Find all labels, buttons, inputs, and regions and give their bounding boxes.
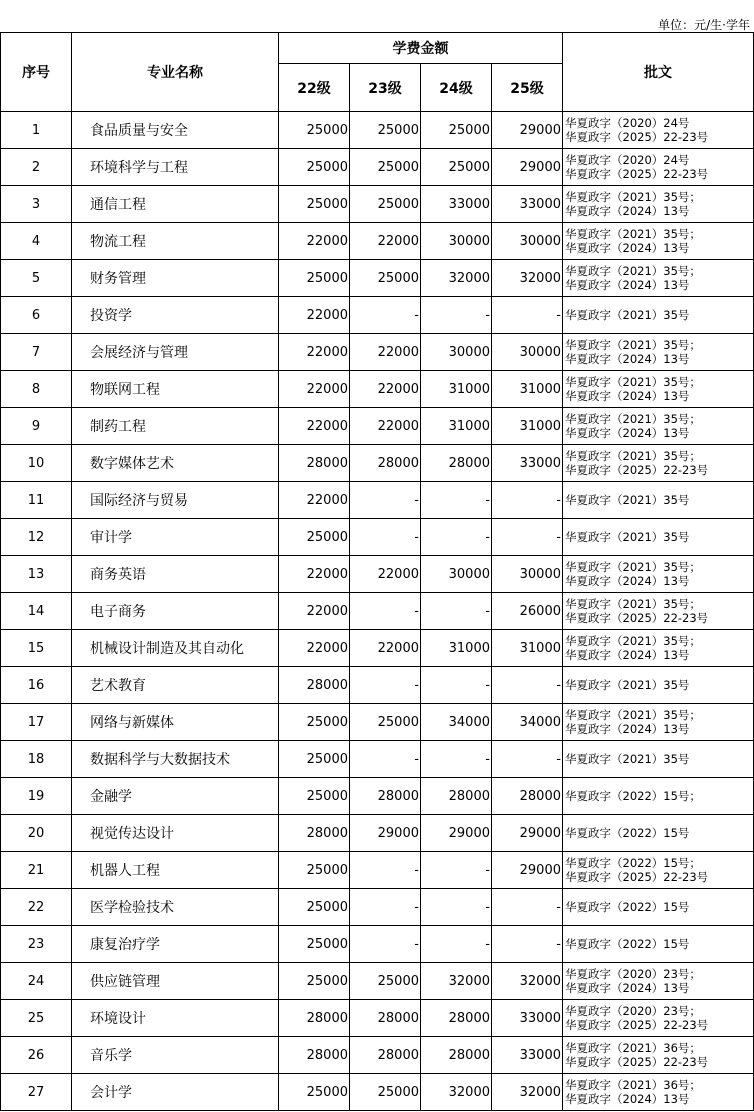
row-major-name: 投资学	[72, 297, 279, 334]
table-row	[1, 741, 754, 778]
row-fee-23: 25000	[350, 963, 421, 1000]
row-fee-24: 32000	[421, 963, 492, 1000]
row-fee-22: 25000	[279, 112, 350, 149]
row-fee-24: 31000	[421, 408, 492, 445]
row-fee-22: 22000	[279, 334, 350, 371]
row-major-name: 数字媒体艺术	[72, 445, 279, 482]
row-fee-22: 25000	[279, 186, 350, 223]
approval-line: 华夏政字（2021）35号	[565, 530, 690, 544]
header-year-22: 22级	[279, 64, 350, 112]
row-major-name: 环境设计	[72, 1000, 279, 1037]
row-index: 3	[1, 186, 72, 223]
unit-label: 单位：元/生·学年	[658, 18, 750, 32]
row-approval	[563, 334, 754, 371]
table-row	[1, 186, 754, 223]
row-major-name: 视觉传达设计	[72, 815, 279, 852]
row-fee-22: 25000	[279, 741, 350, 778]
row-fee-22: 22000	[279, 371, 350, 408]
row-approval	[563, 445, 754, 482]
approval-line: 华夏政字（2024）13号	[565, 648, 690, 662]
table-row	[1, 963, 754, 1000]
table-row	[1, 852, 754, 889]
table-row	[1, 889, 754, 926]
row-fee-22: 22000	[279, 482, 350, 519]
row-approval	[563, 519, 754, 556]
table-row	[1, 1037, 754, 1074]
approval-line: 华夏政字（2022）15号	[565, 826, 690, 840]
row-major-name: 金融学	[72, 778, 279, 815]
row-major-name: 数据科学与大数据技术	[72, 741, 279, 778]
row-index: 1	[1, 112, 72, 149]
row-fee-23: 25000	[350, 112, 421, 149]
header-index: 序号	[1, 33, 72, 112]
row-fee-23: 25000	[350, 260, 421, 297]
approval-line: 华夏政字（2022）15号	[565, 937, 690, 951]
row-major-name: 食品质量与安全	[72, 112, 279, 149]
row-fee-25: 29000	[492, 149, 563, 186]
row-major-name: 艺术教育	[72, 667, 279, 704]
row-index: 8	[1, 371, 72, 408]
row-fee-23: 25000	[350, 186, 421, 223]
row-fee-23: 22000	[350, 408, 421, 445]
approval-line: 华夏政字（2022）15号；	[565, 856, 701, 870]
row-major-name: 物联网工程	[72, 371, 279, 408]
row-approval	[563, 112, 754, 149]
row-approval	[563, 926, 754, 963]
row-fee-25: -	[492, 297, 563, 334]
row-approval	[563, 815, 754, 852]
row-fee-25: 28000	[492, 778, 563, 815]
row-fee-22: 25000	[279, 852, 350, 889]
row-fee-25: -	[492, 926, 563, 963]
row-index: 27	[1, 1074, 72, 1111]
approval-line: 华夏政字（2021）35号；	[565, 375, 701, 389]
approval-line: 华夏政字（2021）35号	[565, 678, 690, 692]
row-fee-22: 25000	[279, 704, 350, 741]
row-index: 26	[1, 1037, 72, 1074]
row-fee-25: 33000	[492, 445, 563, 482]
row-fee-23: 28000	[350, 1037, 421, 1074]
row-fee-24: 31000	[421, 630, 492, 667]
row-fee-23: -	[350, 593, 421, 630]
approval-line: 华夏政字（2025）22-23号	[565, 167, 709, 181]
row-fee-23: 25000	[350, 1074, 421, 1111]
table-body	[1, 112, 754, 1111]
row-fee-25: 33000	[492, 1000, 563, 1037]
row-approval	[563, 704, 754, 741]
row-fee-24: 32000	[421, 1074, 492, 1111]
approval-line: 华夏政字（2021）35号；	[565, 449, 701, 463]
row-major-name: 通信工程	[72, 186, 279, 223]
approval-line: 华夏政字（2024）13号	[565, 1092, 690, 1106]
row-major-name: 物流工程	[72, 223, 279, 260]
approval-line: 华夏政字（2025）22-23号	[565, 870, 709, 884]
approval-line: 华夏政字（2021）35号；	[565, 634, 701, 648]
table-row	[1, 630, 754, 667]
row-fee-24: 32000	[421, 260, 492, 297]
row-fee-24: 30000	[421, 556, 492, 593]
row-fee-24: 28000	[421, 1000, 492, 1037]
row-approval	[563, 408, 754, 445]
row-approval	[563, 852, 754, 889]
row-index: 10	[1, 445, 72, 482]
row-fee-23: -	[350, 519, 421, 556]
row-major-name: 医学检验技术	[72, 889, 279, 926]
row-fee-25: -	[492, 667, 563, 704]
table-row	[1, 482, 754, 519]
row-fee-25: 29000	[492, 852, 563, 889]
row-fee-25: 32000	[492, 1074, 563, 1111]
row-index: 19	[1, 778, 72, 815]
tuition-table	[0, 32, 754, 1111]
row-fee-22: 22000	[279, 630, 350, 667]
row-fee-23: -	[350, 667, 421, 704]
table-row	[1, 260, 754, 297]
row-fee-25: 30000	[492, 334, 563, 371]
row-index: 18	[1, 741, 72, 778]
row-fee-22: 25000	[279, 778, 350, 815]
row-fee-25: 30000	[492, 223, 563, 260]
row-fee-24: 30000	[421, 223, 492, 260]
row-fee-23: -	[350, 926, 421, 963]
approval-line: 华夏政字（2025）22-23号	[565, 611, 709, 625]
approval-line: 华夏政字（2022）15号	[565, 900, 690, 914]
row-index: 14	[1, 593, 72, 630]
approval-line: 华夏政字（2021）35号；	[565, 560, 701, 574]
row-major-name: 机械设计制造及其自动化	[72, 630, 279, 667]
approval-line: 华夏政字（2021）35号；	[565, 597, 701, 611]
row-fee-22: 25000	[279, 889, 350, 926]
row-major-name: 供应链管理	[72, 963, 279, 1000]
row-fee-23: 29000	[350, 815, 421, 852]
row-major-name: 会展经济与管理	[72, 334, 279, 371]
row-fee-22: 25000	[279, 963, 350, 1000]
approval-line: 华夏政字（2021）35号	[565, 752, 690, 766]
approval-line: 华夏政字（2020）24号	[565, 153, 690, 167]
row-index: 13	[1, 556, 72, 593]
row-approval	[563, 556, 754, 593]
approval-line: 华夏政字（2024）13号	[565, 722, 690, 736]
row-fee-24: -	[421, 297, 492, 334]
row-index: 6	[1, 297, 72, 334]
row-fee-23: -	[350, 889, 421, 926]
row-fee-24: -	[421, 741, 492, 778]
row-major-name: 音乐学	[72, 1037, 279, 1074]
row-fee-25: 32000	[492, 260, 563, 297]
row-fee-22: 25000	[279, 1074, 350, 1111]
row-major-name: 商务英语	[72, 556, 279, 593]
row-approval	[563, 667, 754, 704]
table-row	[1, 408, 754, 445]
row-index: 21	[1, 852, 72, 889]
row-approval	[563, 1037, 754, 1074]
row-fee-22: 25000	[279, 926, 350, 963]
table-row	[1, 519, 754, 556]
approval-line: 华夏政字（2025）22-23号	[565, 1055, 709, 1069]
row-major-name: 机器人工程	[72, 852, 279, 889]
table-row	[1, 926, 754, 963]
row-approval	[563, 1074, 754, 1111]
row-index: 16	[1, 667, 72, 704]
approval-line: 华夏政字（2021）35号；	[565, 264, 701, 278]
row-fee-23: 28000	[350, 1000, 421, 1037]
row-fee-23: -	[350, 482, 421, 519]
table-row	[1, 223, 754, 260]
header-row	[1, 33, 754, 64]
row-approval	[563, 260, 754, 297]
row-fee-23: 25000	[350, 149, 421, 186]
row-fee-23: 28000	[350, 778, 421, 815]
row-index: 24	[1, 963, 72, 1000]
row-major-name: 制药工程	[72, 408, 279, 445]
row-fee-24: -	[421, 482, 492, 519]
row-major-name: 网络与新媒体	[72, 704, 279, 741]
row-fee-22: 28000	[279, 1000, 350, 1037]
table-row	[1, 371, 754, 408]
row-index: 23	[1, 926, 72, 963]
row-fee-22: 28000	[279, 445, 350, 482]
row-major-name: 国际经济与贸易	[72, 482, 279, 519]
row-fee-23: 28000	[350, 445, 421, 482]
row-fee-25: -	[492, 741, 563, 778]
row-approval	[563, 963, 754, 1000]
row-fee-23: 22000	[350, 371, 421, 408]
row-major-name: 审计学	[72, 519, 279, 556]
header-major: 专业名称	[72, 33, 279, 112]
row-fee-25: 31000	[492, 630, 563, 667]
row-approval	[563, 223, 754, 260]
approval-line: 华夏政字（2021）35号	[565, 493, 690, 507]
approval-line: 华夏政字（2021）35号	[565, 308, 690, 322]
approval-line: 华夏政字（2024）13号	[565, 352, 690, 366]
table-row	[1, 445, 754, 482]
row-fee-24: 28000	[421, 445, 492, 482]
row-fee-22: 28000	[279, 667, 350, 704]
row-fee-24: -	[421, 852, 492, 889]
row-fee-25: 31000	[492, 371, 563, 408]
row-index: 5	[1, 260, 72, 297]
row-fee-24: 25000	[421, 149, 492, 186]
row-approval	[563, 1000, 754, 1037]
row-fee-25: 29000	[492, 815, 563, 852]
row-fee-24: -	[421, 667, 492, 704]
approval-line: 华夏政字（2022）15号；	[565, 789, 701, 803]
row-fee-25: 33000	[492, 1037, 563, 1074]
row-fee-24: -	[421, 519, 492, 556]
approval-line: 华夏政字（2025）22-23号	[565, 130, 709, 144]
table-row	[1, 667, 754, 704]
row-index: 22	[1, 889, 72, 926]
row-fee-24: 34000	[421, 704, 492, 741]
row-fee-22: 25000	[279, 519, 350, 556]
row-fee-22: 22000	[279, 408, 350, 445]
row-approval	[563, 186, 754, 223]
row-fee-25: 31000	[492, 408, 563, 445]
approval-line: 华夏政字（2024）13号	[565, 278, 690, 292]
row-fee-24: 28000	[421, 778, 492, 815]
approval-line: 华夏政字（2024）13号	[565, 389, 690, 403]
row-approval	[563, 482, 754, 519]
row-fee-23: 22000	[350, 556, 421, 593]
approval-line: 华夏政字（2021）35号；	[565, 412, 701, 426]
row-fee-25: 34000	[492, 704, 563, 741]
row-fee-22: 22000	[279, 223, 350, 260]
row-fee-23: 22000	[350, 630, 421, 667]
row-fee-24: 25000	[421, 112, 492, 149]
row-index: 4	[1, 223, 72, 260]
row-fee-25: -	[492, 482, 563, 519]
row-fee-24: -	[421, 889, 492, 926]
row-approval	[563, 741, 754, 778]
row-major-name: 环境科学与工程	[72, 149, 279, 186]
approval-line: 华夏政字（2024）13号	[565, 574, 690, 588]
table-row	[1, 297, 754, 334]
row-fee-25: 32000	[492, 963, 563, 1000]
approval-line: 华夏政字（2020）23号；	[565, 967, 701, 981]
row-fee-25: 29000	[492, 112, 563, 149]
row-major-name: 财务管理	[72, 260, 279, 297]
table-row	[1, 1074, 754, 1111]
table-row	[1, 112, 754, 149]
approval-line: 华夏政字（2025）22-23号	[565, 463, 709, 477]
approval-line: 华夏政字（2025）22-23号	[565, 1018, 709, 1032]
row-major-name: 电子商务	[72, 593, 279, 630]
row-fee-23: -	[350, 297, 421, 334]
approval-line: 华夏政字（2021）36号；	[565, 1078, 701, 1092]
row-fee-24: -	[421, 593, 492, 630]
row-fee-22: 22000	[279, 593, 350, 630]
row-fee-22: 25000	[279, 260, 350, 297]
row-approval	[563, 149, 754, 186]
row-index: 17	[1, 704, 72, 741]
row-fee-22: 28000	[279, 815, 350, 852]
row-major-name: 会计学	[72, 1074, 279, 1111]
approval-line: 华夏政字（2024）13号	[565, 981, 690, 995]
approval-line: 华夏政字（2024）13号	[565, 241, 690, 255]
row-index: 11	[1, 482, 72, 519]
row-index: 25	[1, 1000, 72, 1037]
approval-line: 华夏政字（2024）13号	[565, 426, 690, 440]
row-index: 12	[1, 519, 72, 556]
approval-line: 华夏政字（2021）35号；	[565, 708, 701, 722]
table-row	[1, 778, 754, 815]
row-fee-24: 33000	[421, 186, 492, 223]
row-index: 15	[1, 630, 72, 667]
header-year-24: 24级	[421, 64, 492, 112]
row-fee-23: 25000	[350, 704, 421, 741]
row-approval	[563, 778, 754, 815]
row-index: 2	[1, 149, 72, 186]
row-approval	[563, 630, 754, 667]
table-row	[1, 593, 754, 630]
row-approval	[563, 371, 754, 408]
row-index: 7	[1, 334, 72, 371]
header-year-23: 23级	[350, 64, 421, 112]
row-approval	[563, 593, 754, 630]
row-fee-23: -	[350, 852, 421, 889]
row-index: 20	[1, 815, 72, 852]
table-row	[1, 815, 754, 852]
approval-line: 华夏政字（2024）13号	[565, 204, 690, 218]
row-fee-25: 33000	[492, 186, 563, 223]
header-fee-group: 学费金额	[279, 33, 563, 64]
row-fee-24: 30000	[421, 334, 492, 371]
row-fee-25: -	[492, 889, 563, 926]
approval-line: 华夏政字（2021）35号；	[565, 338, 701, 352]
approval-line: 华夏政字（2021）35号；	[565, 190, 701, 204]
row-approval	[563, 889, 754, 926]
row-fee-25: -	[492, 519, 563, 556]
row-fee-23: -	[350, 741, 421, 778]
row-fee-25: 30000	[492, 556, 563, 593]
approval-line: 华夏政字（2020）23号；	[565, 1004, 701, 1018]
row-index: 9	[1, 408, 72, 445]
row-major-name: 康复治疗学	[72, 926, 279, 963]
header-approval: 批文	[563, 33, 754, 112]
header-year-25: 25级	[492, 64, 563, 112]
row-fee-25: 26000	[492, 593, 563, 630]
row-fee-22: 22000	[279, 556, 350, 593]
row-fee-22: 25000	[279, 149, 350, 186]
table-row	[1, 556, 754, 593]
table-row	[1, 1000, 754, 1037]
row-fee-23: 22000	[350, 334, 421, 371]
approval-line: 华夏政字（2020）24号	[565, 116, 690, 130]
approval-line: 华夏政字（2021）36号；	[565, 1041, 701, 1055]
approval-line: 华夏政字（2021）35号；	[565, 227, 701, 241]
row-fee-24: 31000	[421, 371, 492, 408]
row-fee-23: 22000	[350, 223, 421, 260]
table-row	[1, 334, 754, 371]
table-row	[1, 704, 754, 741]
row-approval	[563, 297, 754, 334]
row-fee-24: 28000	[421, 1037, 492, 1074]
row-fee-24: -	[421, 926, 492, 963]
row-fee-22: 22000	[279, 297, 350, 334]
row-fee-24: 29000	[421, 815, 492, 852]
row-fee-22: 28000	[279, 1037, 350, 1074]
table-row	[1, 149, 754, 186]
